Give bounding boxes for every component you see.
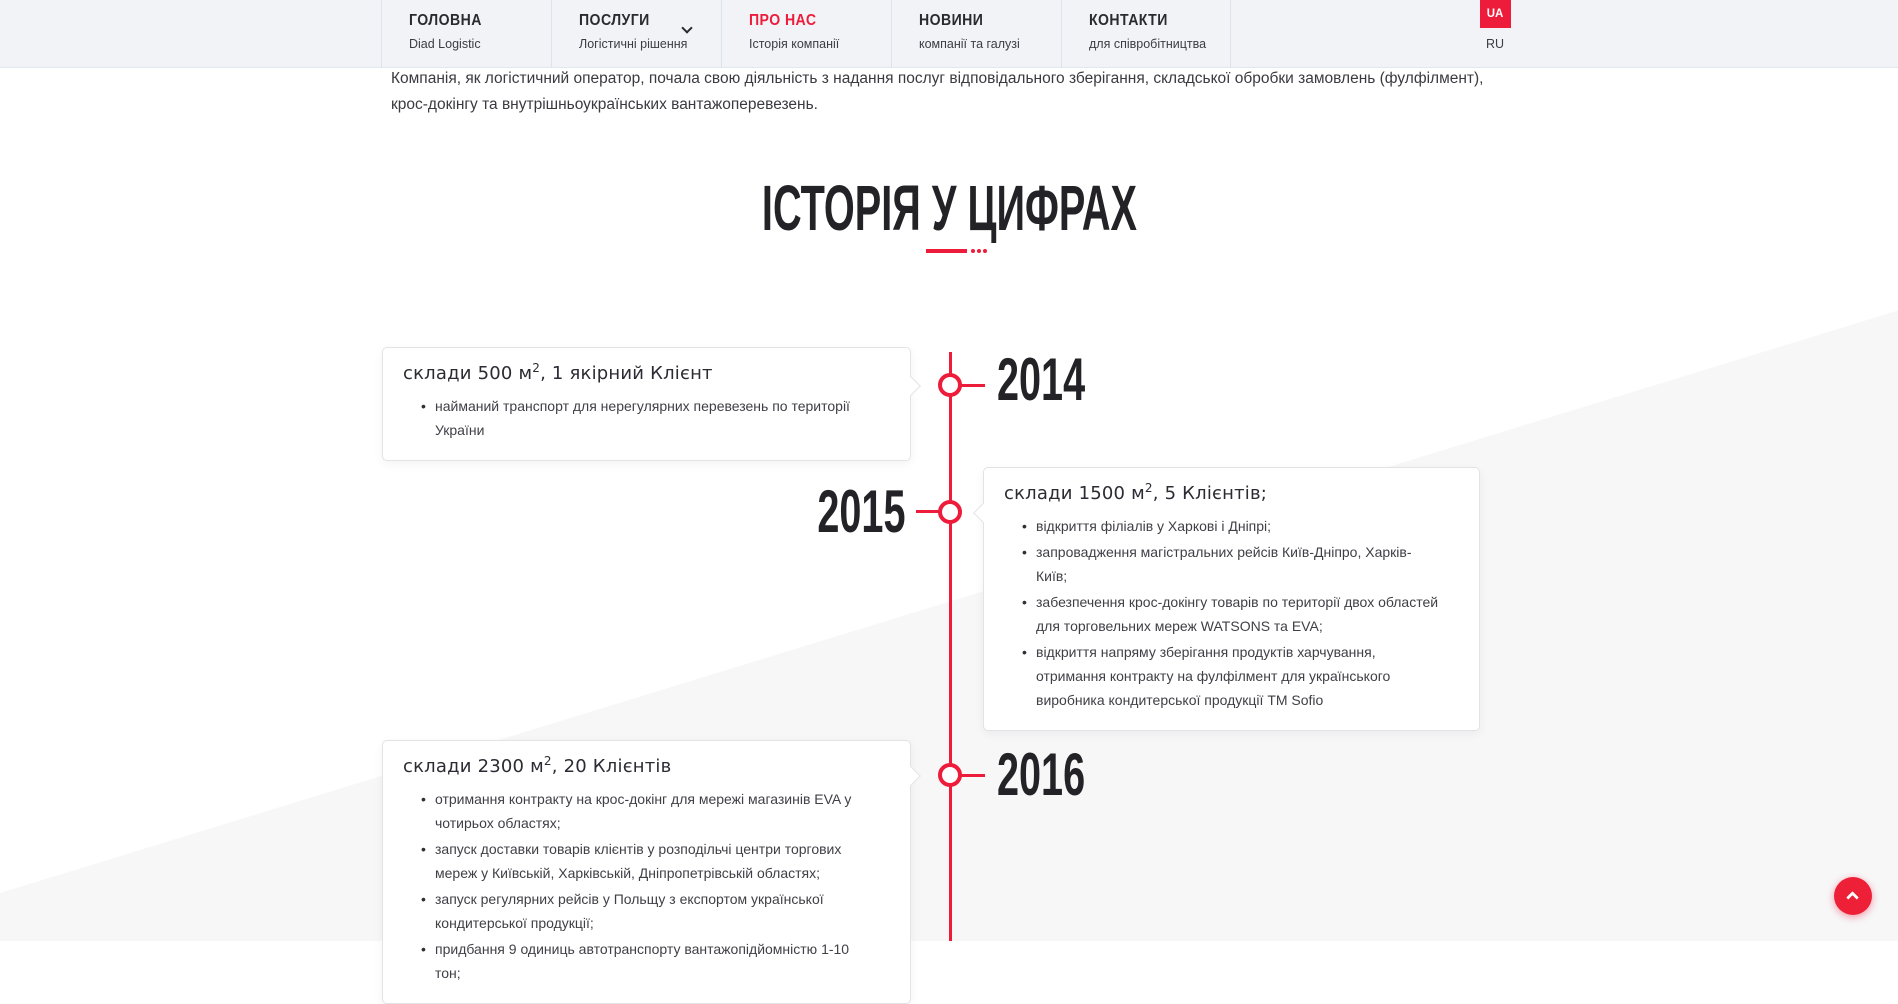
card-title: склади 500 $м^2$, 1 якірний Клієнт <box>403 361 713 384</box>
card-pointer-left <box>973 503 993 523</box>
chevron-down-icon <box>681 22 692 33</box>
timeline-card-2016 <box>382 740 911 1004</box>
nav-item-sublabel: Логістичні рішення <box>579 37 688 51</box>
card-bullet-list <box>421 787 872 985</box>
language-switcher <box>1478 0 1512 53</box>
nav-item-label: КОНТАКТИ <box>1089 12 1168 29</box>
page-title: ІСТОРІЯ У ЦИФРАХ <box>761 172 1137 244</box>
nav-item-services[interactable] <box>551 0 721 68</box>
timeline-tick-2016 <box>960 774 985 777</box>
nav-item-sublabel: Історія компанії <box>749 37 840 51</box>
section-heading-wrap <box>0 172 1898 244</box>
card-title: склади 2300 $м^2$, 20 Клієнтів <box>403 754 672 777</box>
nav-item-label: ПРО НАС <box>749 12 817 29</box>
nav-item-home[interactable] <box>381 0 551 68</box>
nav-item-news[interactable] <box>891 0 1061 68</box>
language-ua-button[interactable]: UA <box>1480 0 1511 28</box>
card-pointer-right <box>901 376 921 396</box>
timeline-bullet: • придбання 9 одиниць автотранспорту вантажопідйомністю 1-10 тон; <box>421 937 872 985</box>
scroll-to-top-button[interactable] <box>1834 877 1872 915</box>
card-title: склади 1500 $м^2$, 5 Клієнтів; <box>1004 481 1268 504</box>
timeline-marker-2016 <box>938 763 962 787</box>
timeline-bullet: • відкриття напряму зберігання продуктів харчування, отримання контракту на фулфілмент для українського виробника кондитерської продукції ТМ Sofio <box>1022 640 1441 712</box>
heading-decoration <box>926 249 988 254</box>
top-navigation <box>0 0 1898 68</box>
timeline-year-2015: 2015 <box>816 478 905 545</box>
nav-item-about[interactable] <box>721 0 891 68</box>
nav-item-sublabel: компанії та галузі <box>919 37 1020 51</box>
card-bullet-list <box>421 394 872 442</box>
nav-item-sublabel: Diad Logistic <box>409 37 481 51</box>
timeline-marker-2014 <box>938 373 962 397</box>
timeline-card-2014 <box>382 347 911 461</box>
timeline-bullet: • запуск доставки товарів клієнтів у розподільчі центри торгових мереж у Київській, Харківській, Дніпропетрівській областях; <box>421 837 872 885</box>
nav-item-sublabel: для співробітництва <box>1089 37 1207 51</box>
intro-line-1: Компанія, як логістичний оператор, почала свою діяльність з надання послуг відповідального зберігання, складської обробки замовлень (фулфілмент), <box>391 70 1484 87</box>
timeline-card-2015 <box>983 467 1480 731</box>
timeline-bullet: • запуск регулярних рейсів у Польщу з експортом української кондитерської продукції; <box>421 887 872 935</box>
nav-item-label: НОВИНИ <box>919 12 984 29</box>
timeline-tick-2014 <box>960 384 985 387</box>
timeline-bullet: • відкриття філіалів у Харкові і Дніпрі; <box>1022 514 1441 538</box>
nav-item-label: ПОСЛУГИ <box>579 12 650 29</box>
intro-paragraph <box>391 66 1483 118</box>
timeline-marker-2015 <box>938 500 962 524</box>
nav-columns <box>381 0 1231 68</box>
language-ru-button[interactable]: RU <box>1485 37 1505 51</box>
timeline-tick-2015 <box>916 510 940 513</box>
chevron-up-icon <box>1846 891 1859 904</box>
timeline-bullet: • запровадження магістральних рейсів Київ-Дніпро, Харків-Київ; <box>1022 540 1441 588</box>
timeline-year-2016: 2016 <box>997 741 1086 808</box>
nav-item-contacts[interactable] <box>1061 0 1231 68</box>
timeline-line <box>949 352 952 941</box>
timeline-year-2014: 2014 <box>997 346 1086 413</box>
intro-line-2: крос-докінгу та внутрішньоукраїнських вантажоперевезень. <box>391 96 818 113</box>
timeline-bullet: • забезпечення крос-докінгу товарів по території двох областей для торговельних мереж WATSONS та EVA; <box>1022 590 1441 638</box>
timeline-bullet: • отримання контракту на крос-докінг для мережі магазинів EVA у чотирьох областях; <box>421 787 872 835</box>
timeline-bullet: • найманий транспорт для нерегулярних перевезень по території України <box>421 394 872 442</box>
card-bullet-list <box>1022 514 1441 712</box>
nav-item-label: ГОЛОВНА <box>409 12 482 29</box>
